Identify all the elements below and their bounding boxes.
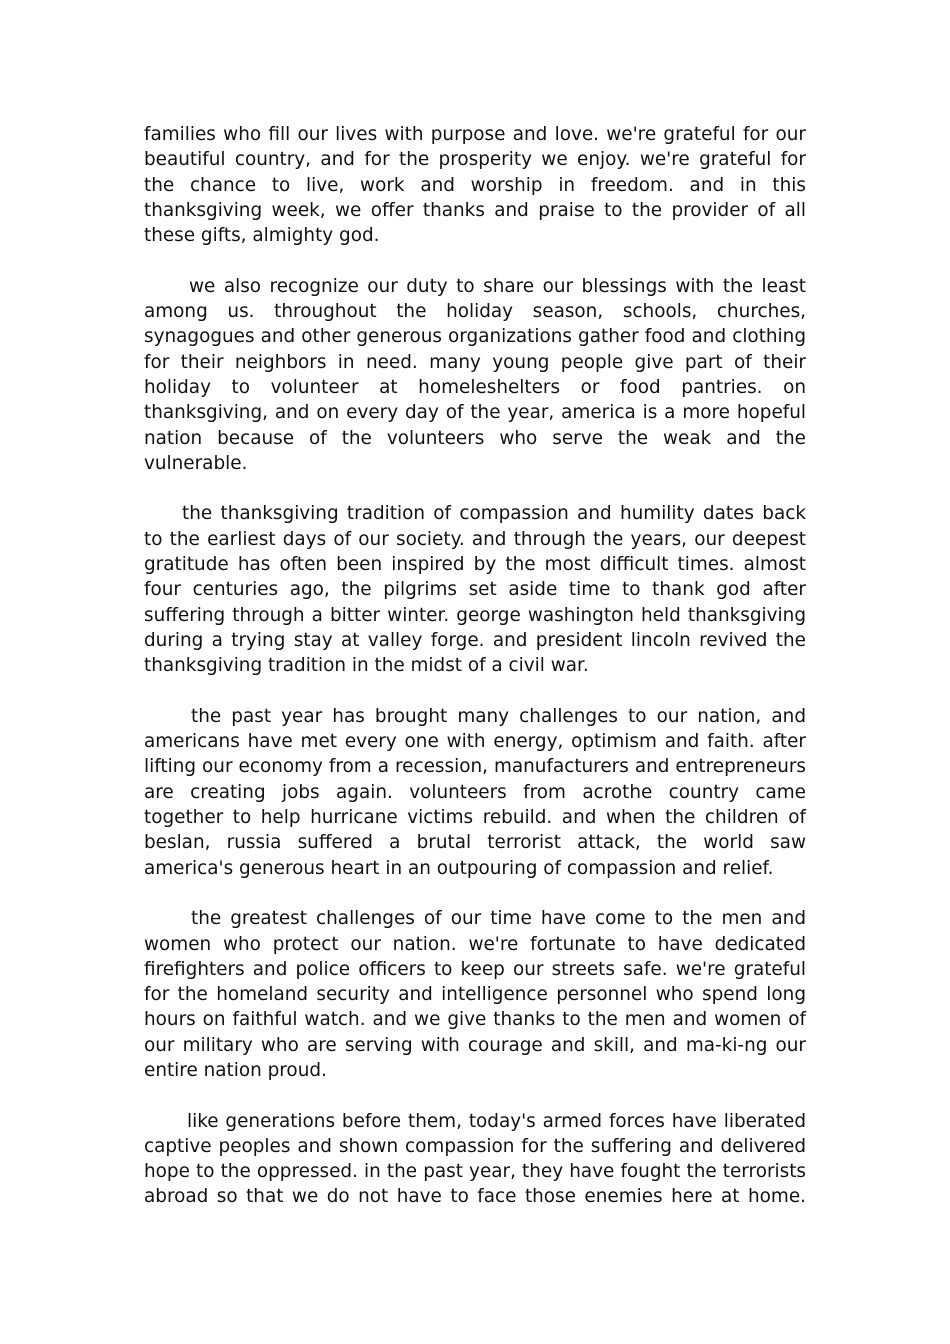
body-text — [144, 122, 806, 1235]
paragraph-duty-to-share: we also recognize our duty to share our blessings with the least among us. throughout the holiday season, schools, churches, synagogues and other generous organizations gather food and clothing for their neighbors in need. many young people give part of their holiday to volunteer at homeleshelters or food pantries. on thanksgiving, and on every day of the year, america is a more hopeful nation because of the volunteers who serve the weak and the vulnerable. — [144, 275, 806, 474]
paragraph-armed-forces: like generations before them, today's armed forces have liberated captive peoples and shown compassion for the suffering and delivered hope to the oppressed. in the past year, they have fought the terrorists abroad so that we do not have to face those enemies here at home. — [144, 1110, 806, 1208]
paragraph-greatest-challenges: the greatest challenges of our time have come to the men and women who protect our nation. we're fortunate to have dedicated firefighters and police officers to keep our streets safe. we're grateful for the homeland security and intelligence personnel who spend long hours on faithful watch. and we give thanks to the men and women of our military who are serving with courage and skill, and ma-ki-ng our entire nation proud. — [144, 908, 806, 1081]
paragraph-blessings-continued: families who fill our lives with purpose and love. we're grateful for our beautiful country, and for the prosperity we enjoy. we're grateful for the chance to live, work and worship in freedom. and in this thanksgiving week, we offer thanks and praise to the provider of all these gifts, almighty god. — [144, 124, 806, 247]
paragraph-thanksgiving-tradition: the thanksgiving tradition of compassion and humility dates back to the earliest days of our society. and through the years, our deepest gratitude has often been inspired by the most difficult times. almost four centuries ago, the pilgrims set aside time to thank god after suffering through a bitter winter. george washington held thanksgiving during a trying stay at valley forge. and president lincoln revived the thanksgiving tradition in the midst of a civil war. — [144, 503, 806, 677]
paragraph-past-year-challenges: the past year has brought many challenges to our nation, and americans have met every one with energy, optimism and faith. after lifting our economy from a recession, manufacturers and entrepreneurs are creating jobs again. volunteers from acrothe country came together to help hurricane victims rebuild. and when the children of beslan, russia suffered a brutal terrorist attack, the world saw america's generous heart in an outpouring of compassion and relief. — [144, 705, 806, 879]
